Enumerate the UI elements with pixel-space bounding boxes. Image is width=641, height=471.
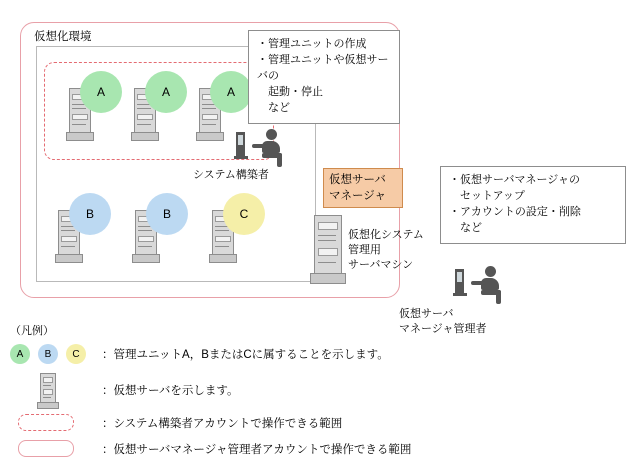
legend-row-solid bbox=[10, 440, 630, 457]
legend-virtual-server-icon bbox=[36, 373, 62, 407]
management-unit-badge: B bbox=[69, 193, 111, 235]
virtual-server-manager-box bbox=[323, 168, 403, 208]
machine-label-line-3: サーバマシン bbox=[348, 258, 414, 271]
callout-1-line-1: ・管理ユニットの作成 bbox=[257, 38, 367, 50]
management-server-label bbox=[348, 228, 424, 273]
management-unit-badge: A bbox=[210, 71, 252, 113]
callout-1-line-3: 起動・停止 bbox=[257, 85, 323, 98]
management-unit-badge: C bbox=[223, 193, 265, 235]
management-unit-badge: A bbox=[145, 71, 187, 113]
management-unit-badge: B bbox=[146, 193, 188, 235]
legend-title: （凡例） bbox=[10, 325, 54, 337]
machine-label-line-1: 仮想化システム bbox=[348, 229, 424, 241]
vsm-box-line-1: 仮想サーバ bbox=[329, 174, 386, 186]
legend-text-server: ：仮想サーバを示します。 bbox=[102, 385, 239, 397]
machine-label-line-2: 管理用 bbox=[348, 243, 381, 256]
legend-text-badges: ：管理ユニットA，BまたはCに属することを示します。 bbox=[102, 349, 389, 361]
system-builder-label: システム構築者 bbox=[193, 169, 269, 181]
callout-1-line-4: など bbox=[257, 101, 290, 114]
vsm-admin-label-line-2: マネージャ管理者 bbox=[399, 322, 487, 335]
legend-text-dashed: ：システム構築者アカウントで操作できる範囲 bbox=[102, 417, 343, 430]
legend bbox=[10, 322, 630, 457]
legend-row-badges bbox=[10, 344, 630, 364]
vsm-administrator-figure bbox=[455, 265, 515, 309]
vsm-admin-label-line-1: 仮想サーバ bbox=[399, 308, 454, 320]
callout-1-line-2: ・管理ユニットや仮想サーバの bbox=[257, 53, 389, 82]
vsm-admin-operations-callout bbox=[440, 166, 626, 244]
management-server-machine-icon bbox=[310, 215, 344, 285]
legend-dashed-sample bbox=[18, 414, 74, 431]
legend-row-server bbox=[10, 373, 630, 407]
management-unit-badge: A bbox=[80, 71, 122, 113]
legend-badge-a: A bbox=[10, 344, 30, 364]
system-builder-operations-callout bbox=[248, 30, 400, 124]
system-builder-figure bbox=[236, 128, 296, 168]
legend-row-dashed bbox=[10, 414, 630, 431]
callout-2-line-3: ・アカウントの設定・削除 bbox=[449, 205, 581, 218]
legend-badge-c: C bbox=[66, 344, 86, 364]
vsm-box-line-2: マネージャ bbox=[329, 189, 387, 202]
legend-text-solid: ：仮想サーバマネージャ管理者アカウントで操作できる範囲 bbox=[102, 443, 412, 456]
legend-badge-b: B bbox=[38, 344, 58, 364]
legend-solid-sample bbox=[18, 440, 74, 457]
callout-2-line-4: など bbox=[449, 221, 482, 234]
callout-2-line-1: ・仮想サーバマネージャの bbox=[449, 174, 581, 186]
virtualization-environment-title: 仮想化環境 bbox=[34, 31, 92, 43]
callout-2-line-2: セットアップ bbox=[449, 189, 525, 202]
